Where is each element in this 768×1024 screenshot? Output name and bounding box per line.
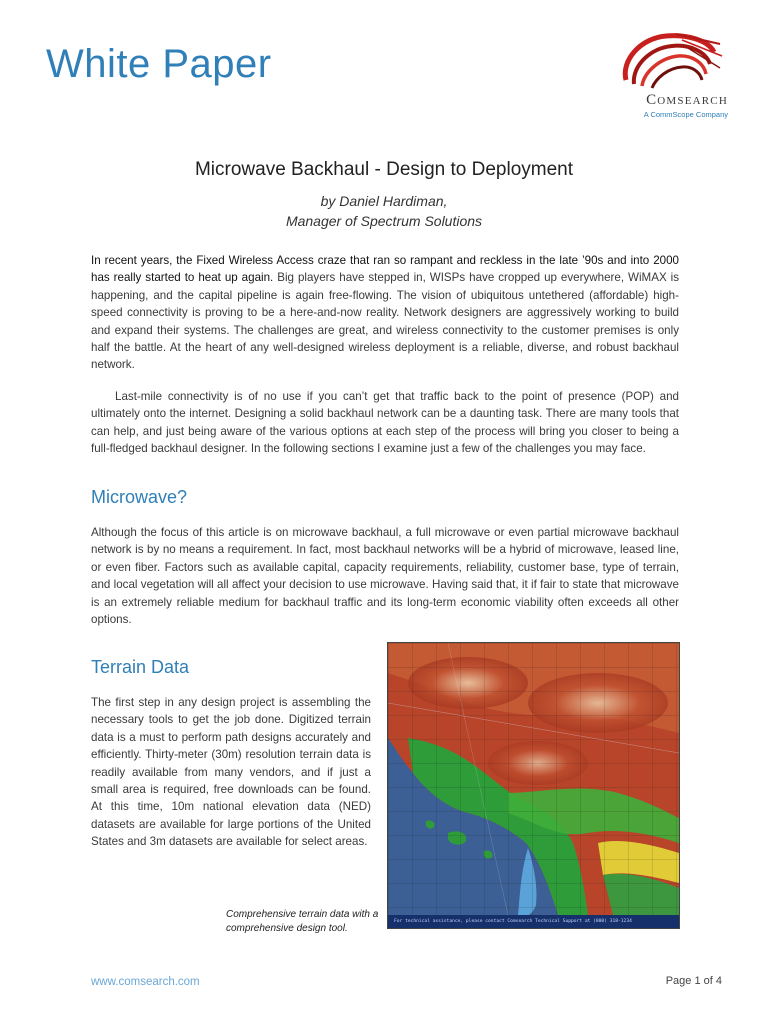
footer-url[interactable]: www.comsearch.com xyxy=(91,976,200,988)
intro-paragraph-2: Last-mile connectivity is of no use if you can’t get that traffic back to the point of presence (POP) and ultimately onto the internet. Designing a solid backhaul network can be a daunting task. There are many tools that can help, and just being aware of the various options at each step of the process will bring you closer to being a full-fledged backhaul designer. In the following sections I examine just a few of the challenges you may face. xyxy=(91,390,679,456)
microwave-paragraph: Although the focus of this article is on microwave backhaul, a full microwave or even partial microwave backhaul network is by no means a requirement. In fact, most backhaul networks will be a hybrid of microwave, leased line, or even fiber. Factors such as available capital, capacity requirements, reliability, customer base, type of terrain, and local vegetation will all affect your decision to use microwave. Having said that, it if fair to state that microwave is an extremely reliable medium for backhaul traffic and its long-term economic viability often exceeds all other options. xyxy=(91,526,679,627)
author-byline: by Daniel Hardiman, xyxy=(320,193,448,209)
figure-caption: Comprehensive terrain data with a comprehensive design tool. xyxy=(226,909,379,934)
terrain-paragraph: The first step in any design project is assembling the necessary tools to get the job done. Digitized terrain data is a must to perform path designs accurately and efficiently. Thirty-meter (30m) resolution terrain data is readily available from many vendors, and if just a small area is required, free downloads can be found. At this time, 10m national elevation data (NED) datasets are available for large portions of the United States and 3m datasets are available for select areas. xyxy=(91,696,371,849)
section-heading-microwave: Microwave? xyxy=(91,487,188,507)
document-title: Microwave Backhaul - Design to Deployment xyxy=(194,159,574,180)
page-number: Page 1 of 4 xyxy=(665,975,722,987)
logo-wordmark: Comsearch xyxy=(646,92,728,108)
logo-tagline: A CommScope Company xyxy=(643,110,728,119)
swirl-logo-icon xyxy=(616,30,726,92)
author-role: Manager of Spectrum Solutions xyxy=(285,213,483,229)
intro-rest: Big players have stepped in, WISPs have cropped up everywhere, WiMAX is happening, and the capital pipeline is again free-flowing. The vision of ubiquitous untethered (affordable) high-speed connectivity is proving to be a here-and-now reality. Network designers are aggressively working to build and expand their systems. The challenges are great, and wireless connectivity to the customer premises is only half the battle. At the heart of any well-designed wireless deployment is a reliable, diverse, and robust backhaul network. xyxy=(91,271,680,372)
map-status-bar: For technical assistance, please contact Comsearch Technical Support at (800) 318-1234 xyxy=(388,915,679,928)
header-title: White Paper xyxy=(46,42,272,86)
comsearch-logo xyxy=(612,30,732,120)
terrain-map-image xyxy=(387,642,680,929)
intro-lead: In recent years, the Fixed Wireless Access craze that ran so rampant and reckless in the late ’90s and into 2000 has really started to heat up again. xyxy=(91,254,679,285)
intro-paragraph xyxy=(91,252,679,374)
section-heading-terrain: Terrain Data xyxy=(91,657,190,677)
